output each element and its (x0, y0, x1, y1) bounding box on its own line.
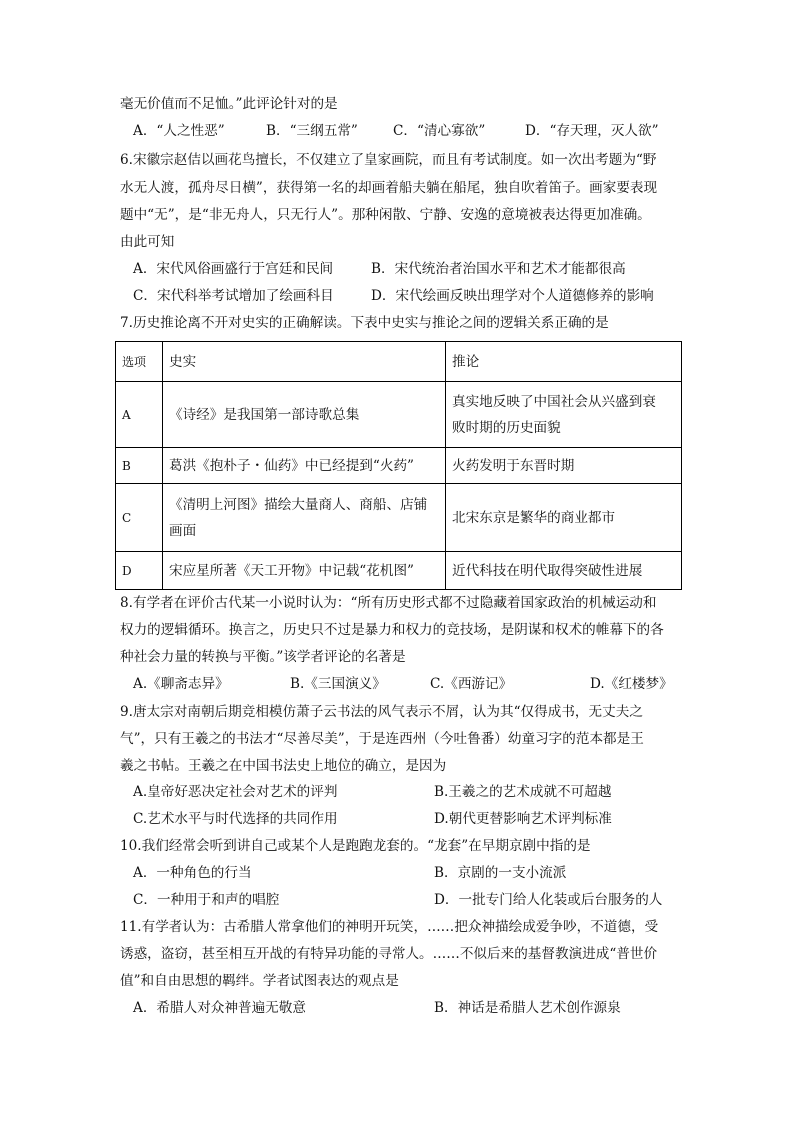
q6-option-b: B．宋代统治者治国水平和艺术才能都很高 (371, 261, 626, 277)
q7-row-inference-line: 败时期的历史面貌 (452, 419, 561, 436)
q6-stem-line-2: 水无人渡，孤舟尽日横”，获得第一名的却画着船夫躺在船尾，独自吹着笛子。画家要表现 (120, 180, 658, 196)
q10-stem: 10.我们经常会听到讲自己或某个人是跑跑龙套的。“龙套”在早期京剧中指的是 (120, 838, 591, 854)
q6-stem-line-4: 由此可知 (120, 234, 175, 250)
q11-option-a: A．希腊人对众神普遍无敬意 (133, 1000, 306, 1016)
q7-row-fact (163, 552, 446, 590)
q7-row-inference (446, 484, 682, 552)
q7-row-inference-line: 火药发明于东晋时期 (452, 457, 575, 474)
q10-option-b: B．京剧的一支小流派 (434, 865, 567, 881)
q9-option-d: D.朝代更替影响艺术评判标准 (434, 811, 612, 827)
q8-option-c: C.《西游记》 (430, 676, 513, 692)
q7-row-option: B (116, 448, 163, 484)
q6-stem-line-3: 题中“无”，是“非无舟人，只无行人”。那种闲散、宁静、安逸的意境被表达得更加准确。 (120, 207, 651, 223)
q5-option-a: A．“人之性恶” (133, 123, 225, 139)
q7-row-option: C (116, 484, 163, 552)
q7-row-inference-line: 北宋东京是繁华的商业都市 (452, 509, 616, 526)
q7-header-option: 选项 (116, 342, 163, 382)
q8-stem-line-3: 种社会力量的转换与平衡。”该学者评论的名著是 (120, 649, 406, 665)
q7-header-fact: 史实 (163, 342, 446, 382)
q7-row-fact (163, 382, 446, 448)
q11-stem-line-2: 诱惑，盗窃，甚至相互开战的有特异功能的寻常人。……不似后来的基督教演进成“普世价 (120, 946, 658, 962)
q10-option-c: C．一种用于和声的唱腔 (133, 892, 280, 908)
q8-option-a: A.《聊斋志异》 (133, 676, 229, 692)
q7-row-fact-line: 画面 (169, 522, 197, 539)
q7-table-row (116, 552, 682, 590)
q6-stem-line-1: 6.宋徽宗赵佶以画花鸟擅长，不仅建立了皇家画院，而且有考试制度。如一次出考题为“野 (120, 152, 657, 168)
q7-row-inference (446, 552, 682, 590)
q11-stem-line-3: 值”和自由思想的羁绊。学者试图表达的观点是 (120, 973, 399, 989)
q7-row-fact-line: 《清明上河图》描绘大量商人、商船、店铺 (169, 496, 428, 513)
q8-stem-line-1: 8.有学者在评价古代某一小说时认为：“所有历史形式都不过隐藏着国家政治的机械运动和 (120, 595, 657, 611)
q10-option-a: A．一种角色的行当 (133, 865, 252, 881)
q7-row-option: A (116, 382, 163, 448)
q7-table-row (116, 382, 682, 448)
q5-option-c: C．“清心寡欲” (393, 123, 486, 139)
q5-option-d: D．“存天理，灭人欲” (525, 123, 659, 139)
q11-option-b: B．神话是希腊人艺术创作源泉 (434, 1000, 621, 1016)
q8-option-d: D.《红楼梦》 (590, 676, 673, 692)
q7-table (115, 341, 682, 590)
q9-option-c: C.艺术水平与时代选择的共同作用 (133, 811, 338, 827)
q7-table-row (116, 448, 682, 484)
q7-row-inference (446, 382, 682, 448)
q9-option-a: A.皇帝好恶决定社会对艺术的评判 (133, 784, 338, 800)
q7-stem: 7.历史推论离不开对史实的正确解读。下表中史实与推论之间的逻辑关系正确的是 (120, 315, 609, 331)
q6-option-d: D．宋代绘画反映出理学对个人道德修养的影响 (371, 288, 654, 304)
q5-stem-end: 毫无价值而不足恤。”此评论针对的是 (120, 96, 338, 112)
q6-option-c: C．宋代科举考试增加了绘画科目 (133, 288, 334, 304)
q8-option-b: B.《三国演义》 (290, 676, 386, 692)
q7-table-header-row (116, 342, 682, 382)
q7-row-inference-line: 近代科技在明代取得突破性进展 (452, 562, 643, 579)
q9-stem-line-1: 9.唐太宗对南朝后期竞相模仿萧子云书法的风气表示不屑，认为其“仅得成书，无丈夫之 (120, 704, 643, 720)
q7-table-row (116, 484, 682, 552)
q6-option-a: A．宋代风俗画盛行于宫廷和民间 (133, 261, 334, 277)
q10-option-d: D．一批专门给人化装或后台服务的人 (434, 892, 663, 908)
q9-stem-line-2: 气”，只有王羲之的书法才“尽善尽美”，于是连西州（今吐鲁番）幼童习字的范本都是王 (120, 731, 644, 747)
q7-row-fact-line: 葛洪《抱朴子・仙药》中已经提到“火药” (169, 457, 414, 474)
q8-stem-line-2: 权力的逻辑循环。换言之，历史只不过是暴力和权力的竞技场，是阴谋和权术的帷幕下的各 (120, 622, 664, 638)
q7-header-inference: 推论 (446, 342, 682, 382)
q7-row-inference (446, 448, 682, 484)
q11-stem-line-1: 11.有学者认为：古希腊人常拿他们的神明开玩笑，……把众神描绘成爱争吵，不道德，受 (120, 919, 659, 935)
q5-option-b: B．“三纲五常” (266, 123, 358, 139)
q9-option-b: B.王羲之的艺术成就不可超越 (434, 784, 612, 800)
q9-stem-line-3: 羲之书帖。王羲之在中国书法史上地位的确立，是因为 (120, 758, 447, 774)
q7-row-inference-line: 真实地反映了中国社会从兴盛到衰 (452, 393, 656, 410)
q7-row-fact-line: 宋应星所著《天工开物》中记载“花机图” (169, 562, 414, 579)
q7-row-fact (163, 448, 446, 484)
q7-row-fact-line: 《诗经》是我国第一部诗歌总集 (169, 406, 360, 423)
q7-row-option: D (116, 552, 163, 590)
q7-row-fact (163, 484, 446, 552)
